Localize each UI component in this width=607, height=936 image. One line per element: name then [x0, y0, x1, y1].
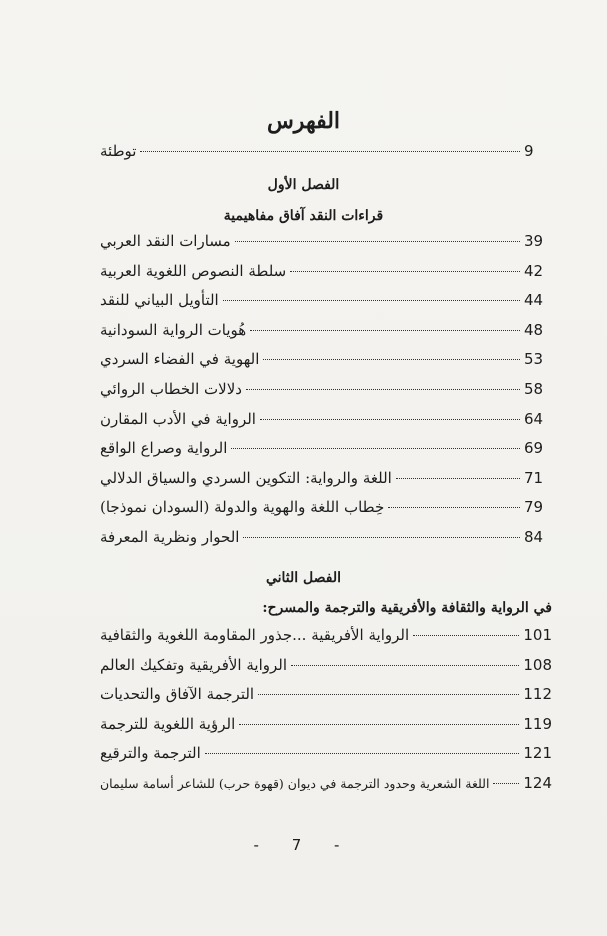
- toc-entry: [100, 626, 552, 652]
- toc-entry-label: مسارات النقد العربي: [100, 232, 231, 250]
- toc-entry-page: 44: [524, 291, 544, 310]
- toc-entry: [100, 469, 552, 495]
- toc-entry: [100, 410, 552, 436]
- dotted-leader: [231, 447, 520, 449]
- dotted-leader: [413, 634, 519, 636]
- toc-entry-page: 84: [524, 528, 544, 546]
- toc-entry-page: 53: [524, 350, 544, 369]
- toc-entry-page: 71: [524, 468, 544, 487]
- dotted-leader: [239, 723, 519, 725]
- toc-entry-label: الرواية الأفريقية ...جذور المقاومة اللغوية والثقافية: [100, 626, 410, 644]
- toc-entry: [100, 380, 552, 406]
- toc-entry-page: 39: [524, 232, 544, 250]
- toc-entry-label: توطئة: [100, 142, 137, 160]
- toc-entry-page: 48: [524, 320, 544, 339]
- toc-entry-label: الرواية في الأدب المقارن: [100, 409, 256, 428]
- toc-entry-label: التأويل البياني للنقد: [100, 291, 219, 310]
- toc-entry-page: 9: [524, 142, 534, 160]
- toc-entry: [100, 774, 552, 800]
- toc-entry-page: 119: [523, 714, 552, 733]
- toc-entry-intro: [100, 142, 552, 168]
- toc-entry: [100, 232, 552, 258]
- toc-entry: [100, 744, 552, 770]
- toc-entry-page: 124: [523, 774, 552, 792]
- dotted-leader: [396, 477, 520, 479]
- chapter2-heading: الفصل الثاني: [265, 570, 342, 586]
- toc-entry-page: 69: [524, 439, 544, 458]
- page-title: الفهرس: [266, 108, 341, 134]
- toc-entry-page: 42: [524, 261, 544, 280]
- dotted-leader: [260, 418, 520, 420]
- dotted-leader: [205, 752, 520, 754]
- toc-entry: [100, 715, 552, 741]
- dotted-leader: [140, 150, 520, 152]
- dotted-leader: [388, 506, 520, 508]
- chapter1-heading: الفصل الأول: [267, 177, 340, 193]
- dotted-leader: [263, 358, 520, 360]
- chapter1-subheading: قراءات النقد آفاق مفاهيمية: [223, 208, 384, 224]
- dotted-leader: [291, 664, 519, 666]
- dotted-leader: [250, 329, 520, 331]
- dotted-leader: [258, 693, 519, 695]
- dotted-leader: [243, 536, 520, 538]
- toc-entry-label: الترجمة الآفاق والتحديات: [100, 685, 255, 704]
- toc-entry-label: الهوية في الفضاء السردي: [100, 350, 260, 369]
- toc-entry-page: 101: [523, 626, 552, 644]
- toc-entry-page: 64: [524, 409, 544, 428]
- toc-entry-label: اللغة الشعرية وحدود الترجمة في ديوان (قهوة حرب) للشاعر أسامة سليمان: [100, 776, 490, 791]
- toc-entry-label: الرؤية اللغوية للترجمة: [100, 714, 236, 733]
- dotted-leader: [235, 240, 520, 242]
- toc-entry: [100, 498, 552, 524]
- toc-entry-label: الرواية وصراع الواقع: [100, 439, 228, 458]
- toc-entry-label: الحوار ونظرية المعرفة: [100, 528, 240, 546]
- chapter2-subheading: في الرواية والثقافة والأفريقية والترجمة والمسرح:: [262, 600, 552, 616]
- dotted-leader: [290, 270, 520, 272]
- toc-entry-page: 79: [524, 498, 544, 517]
- toc-entry-label: خِطاب اللغة والهوية والدولة (السودان نموذجا): [100, 498, 385, 517]
- toc-entry-page: 108: [523, 655, 552, 674]
- toc-entry-page: 112: [523, 685, 552, 704]
- toc-entry: [100, 291, 552, 317]
- toc-entry: [100, 656, 552, 682]
- toc-entry-label: سلطة النصوص اللغوية العربية: [100, 261, 287, 280]
- toc-entry-label: هُويات الرواية السودانية: [100, 320, 247, 339]
- toc-entry-label: الترجمة والترقيع: [100, 744, 201, 763]
- toc-entry: [100, 321, 552, 347]
- toc-entry-label: اللغة والرواية: التكوين السردي والسياق الدلالي: [100, 468, 392, 487]
- toc-entry: [100, 439, 552, 465]
- page-number: - 7 -: [253, 836, 354, 854]
- dotted-leader: [493, 782, 519, 784]
- toc-entry: [100, 350, 552, 376]
- toc-entry-label: الرواية الأفريقية وتفكيك العالم: [100, 655, 288, 674]
- toc-entry: [100, 262, 552, 288]
- toc-entry: [100, 528, 552, 554]
- dotted-leader: [223, 299, 520, 301]
- toc-entry-page: 58: [524, 380, 544, 398]
- toc-entry: [100, 685, 552, 711]
- toc-entry-label: دلالات الخطاب الروائي: [100, 380, 242, 398]
- dotted-leader: [246, 388, 520, 390]
- toc-entry-page: 121: [523, 744, 552, 763]
